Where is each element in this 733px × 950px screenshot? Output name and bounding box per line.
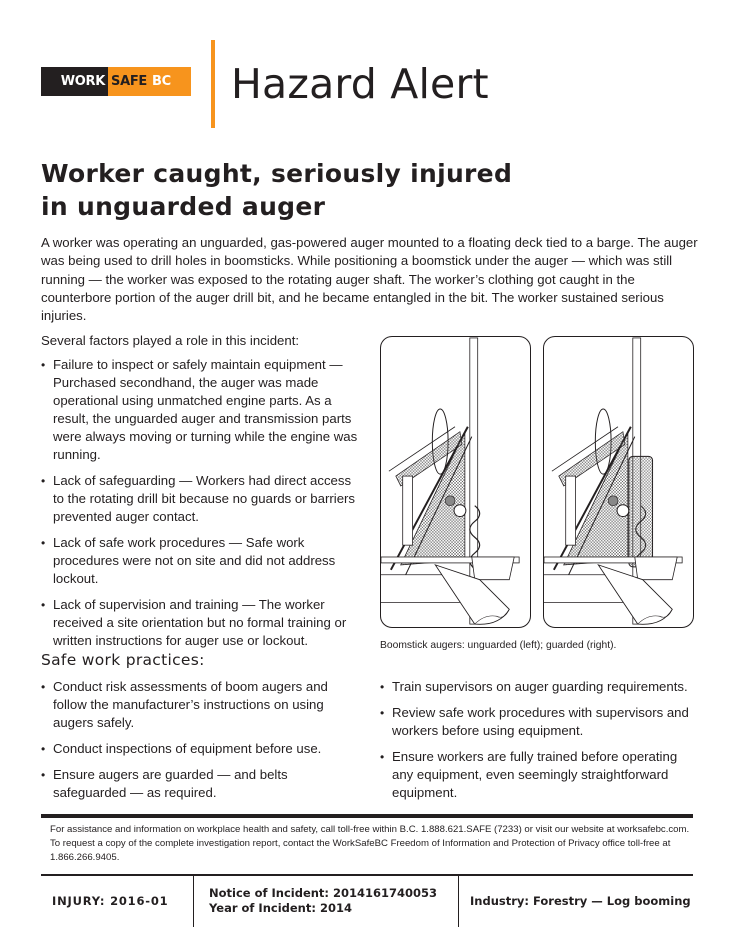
practice-item: • Ensure augers are guarded — and belts safeguarded — as required. <box>41 766 359 802</box>
headline <box>41 157 561 223</box>
factor-item: • Lack of safe work procedures — Safe work procedures were not on site and did not address lockout. <box>41 534 359 588</box>
logo-bc-text: BC <box>152 74 171 89</box>
injury-id-cell <box>41 875 194 927</box>
headline-line-2: in unguarded auger <box>41 192 326 221</box>
factor-item: • Lack of supervision and training — The worker received a site orientation but no formal training or written instructions for auger use or lockout. <box>41 596 359 650</box>
factors-lead: Several factors played a role in this incident: <box>41 333 300 348</box>
practice-item: • Conduct inspections of equipment before use. <box>41 740 359 758</box>
practice-item: • Review safe work procedures with supervisors and workers before using equipment. <box>380 704 700 740</box>
illustration-unguarded-auger <box>380 336 531 628</box>
safe-work-practices-heading: Safe work practices: <box>41 651 205 669</box>
incident-info-cell <box>194 875 459 927</box>
intro-paragraph: A worker was operating an unguarded, gas-powered auger mounted to a floating deck tied to a barge. The auger was being used to drill holes in boomsticks. While positioning a boomstick under the auger — which was still running — the worker was exposed to the rotating auger shaft. The worker’s clothing got caught in the counterbore portion of the auger drill bit, and he became entangled in the bit. The worker sustained serious injuries. <box>41 235 698 324</box>
year-of-incident: Year of Incident: 2014 <box>209 901 352 915</box>
safe-work-practices-list-right <box>380 678 700 810</box>
footer-contact-note: For assistance and information on workplace health and safety, call toll-free within B.C. 1.888.621.SAFE (7233) or visit our website at worksafebc.com. To request a copy of the complete investigation report, contact the WorkSafeBC Freedom of Information and Protection of Privacy office toll-free at 1.866.266.9405. <box>50 824 690 863</box>
factor-item: • Lack of safeguarding — Workers had direct access to the rotating drill bit because no guards or barriers prevented auger contact. <box>41 472 359 526</box>
header-divider <box>211 40 215 128</box>
incident-metadata-row <box>41 875 693 927</box>
practice-item: • Train supervisors on auger guarding requirements. <box>380 678 700 696</box>
auger-drawing-icon <box>544 337 693 627</box>
auger-drawing-icon <box>381 337 530 627</box>
practice-item: • Conduct risk assessments of boom augers and follow the manufacturer’s instructions on using augers safely. <box>41 678 359 732</box>
logo-safe-text: SAFE <box>111 74 147 89</box>
injury-id: INJURY: 2016-01 <box>52 894 169 908</box>
logo-work-text: WORK <box>41 67 108 96</box>
illustration-guarded-auger <box>543 336 694 628</box>
notice-of-incident: Notice of Incident: 2014161740053 <box>209 886 438 900</box>
headline-line-1: Worker caught, seriously injured <box>41 159 513 188</box>
worksafebc-logo <box>41 67 191 96</box>
figure-caption: Boomstick augers: unguarded (left); guarded (right). <box>380 640 617 651</box>
practice-item: • Ensure workers are fully trained before operating any equipment, even seemingly straightforward equipment. <box>380 748 700 802</box>
factor-item: • Failure to inspect or safely maintain equipment — Purchased secondhand, the auger was made operational using unmatched engine parts. As a result, the unguarded auger and transmission parts were always moving or turning while the engine was running. <box>41 356 359 464</box>
safe-work-practices-list-left <box>41 678 359 810</box>
footer-divider-thick <box>41 814 693 818</box>
factors-list <box>41 356 359 658</box>
logo-safe-block <box>108 67 191 96</box>
page-title: Hazard Alert <box>231 60 489 108</box>
industry: Industry: Forestry — Log booming <box>470 894 691 908</box>
industry-cell <box>459 875 693 927</box>
